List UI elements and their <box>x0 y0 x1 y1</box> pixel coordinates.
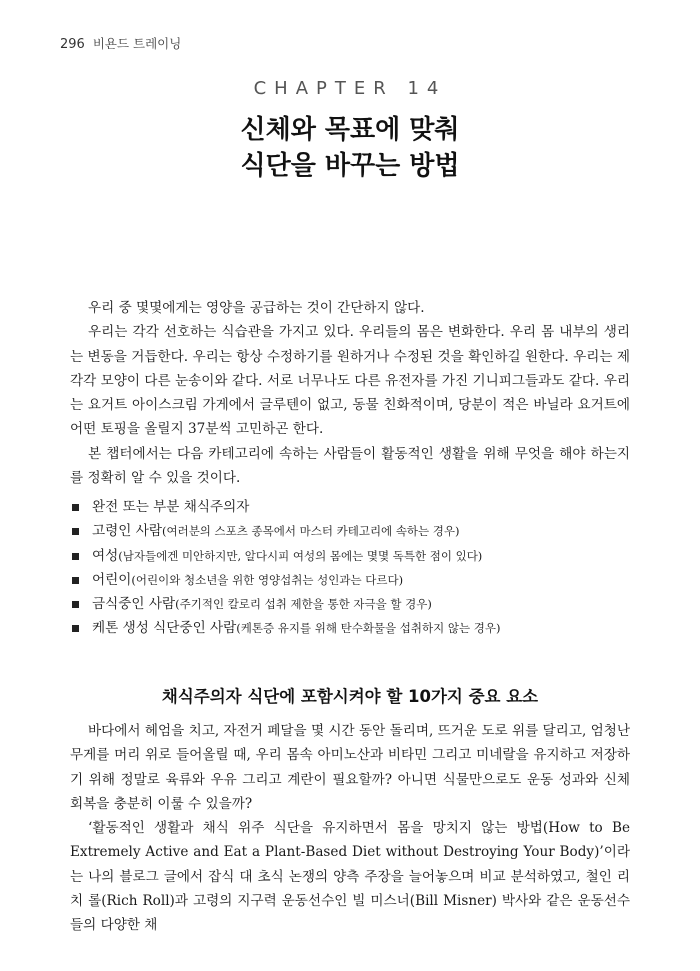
chapter-title <box>0 112 700 184</box>
square-bullet-icon <box>72 577 79 584</box>
intro-paragraph: 본 챕터에서는 다음 카테고리에 속하는 사람들이 활동적인 생활을 위해 무엇을 해야 하는지를 정확히 알 수 있을 것이다. <box>70 445 630 487</box>
chapter-label: CHAPTER 14 <box>253 78 447 99</box>
category-note: (케톤증 유지를 위해 탄수화물을 섭취하지 않는 경우) <box>236 621 501 636</box>
category-note: (어린이와 청소년을 위한 영양섭취는 성인과는 다르다) <box>131 572 404 587</box>
section-heading: 채식주의자 식단에 포함시켜야 할 10가지 중요 요소 <box>161 687 539 706</box>
section-paragraph: ‘활동적인 생활과 채식 위주 식단을 유지하면서 몸을 망치지 않는 방법(How to Be Extremely Active and Eat a Plant-Based Diet without Destroying Your Body)’이라는 나의 블로그 글에서 잡식 대 초식 논쟁의 양측 주장을 늘어놓으며 비교 분석하였고, 철인 리치 롤(Rich Roll)과 고령의 지구력 운동선수인 빌 미스너(Bill Misner) 박사와 같은 운동선수들의 다양한 채 <box>70 820 630 934</box>
page-number: 296 <box>60 37 85 52</box>
category-item <box>72 616 632 640</box>
intro-paragraph: 우리는 각각 선호하는 식습관을 가지고 있다. 우리들의 몸은 변화한다. 우리 몸 내부의 생리는 변동을 거듭한다. 우리는 항상 수정하기를 원하거나 수정된 것을 확인하길 원한다. 우리는 제각각 모양이 다른 눈송이와 같다. 서로 너무나도 다른 유전자를 가진 기니피그들과도 같다. 우리는 요거트 아이스크림 가게에서 글루텐이 없고, 동물 친화적이며, 당분이 적은 바닐라 요거트에 어떤 토핑을 올릴지 37분씩 고민하곤 한다. <box>70 324 630 438</box>
section-paragraph: 바다에서 헤엄을 치고, 자전거 페달을 몇 시간 동안 돌리며, 뜨거운 도로 위를 달리고, 엄청난 무게를 머리 위로 들어올릴 때, 우리 몸속 아미노산과 비타민 그리고 미네랄을 유지하고 저장하기 위해 정말로 육류와 우유 그리고 계란이 필요할까? 아니면 식물만으로도 운동 성과와 신체 회복을 충분히 이룰 수 있을까? <box>70 723 630 812</box>
category-label: 완전 또는 부분 채식주의자 <box>92 499 250 515</box>
chapter-title-line-1: 신체와 목표에 맞춰 <box>240 115 460 145</box>
category-note: (여러분의 스포츠 종목에서 마스터 카테고리에 속하는 경우) <box>161 524 460 539</box>
running-head <box>60 34 181 52</box>
square-bullet-icon <box>72 601 79 608</box>
category-item <box>72 495 632 519</box>
category-note: (남자들에겐 미안하지만, 알다시피 여성의 몸에는 몇몇 독특한 점이 있다) <box>118 548 483 563</box>
book-title: 비욘드 트레이닝 <box>92 36 182 51</box>
square-bullet-icon <box>72 504 79 511</box>
category-item <box>72 592 632 616</box>
chapter-title-line-2: 식단을 바꾸는 방법 <box>240 151 460 181</box>
category-item <box>72 519 632 543</box>
category-label: 고령인 사람 <box>92 523 162 540</box>
category-list <box>72 495 632 641</box>
category-item <box>72 544 632 568</box>
category-item <box>72 568 632 592</box>
section-text <box>70 719 630 938</box>
square-bullet-icon <box>72 553 79 560</box>
square-bullet-icon <box>72 625 79 632</box>
category-note: (주기적인 칼로리 섭취 제한을 통한 자극을 할 경우) <box>175 597 432 612</box>
intro-text <box>70 296 630 490</box>
category-label: 케톤 생성 식단중인 사람 <box>92 620 237 637</box>
square-bullet-icon <box>72 528 79 535</box>
category-label: 어린이 <box>92 571 132 588</box>
intro-paragraph: 우리 중 몇몇에게는 영양을 공급하는 것이 간단하지 않다. <box>88 300 425 316</box>
category-label: 여성 <box>92 547 119 564</box>
category-label: 금식중인 사람 <box>92 596 176 613</box>
